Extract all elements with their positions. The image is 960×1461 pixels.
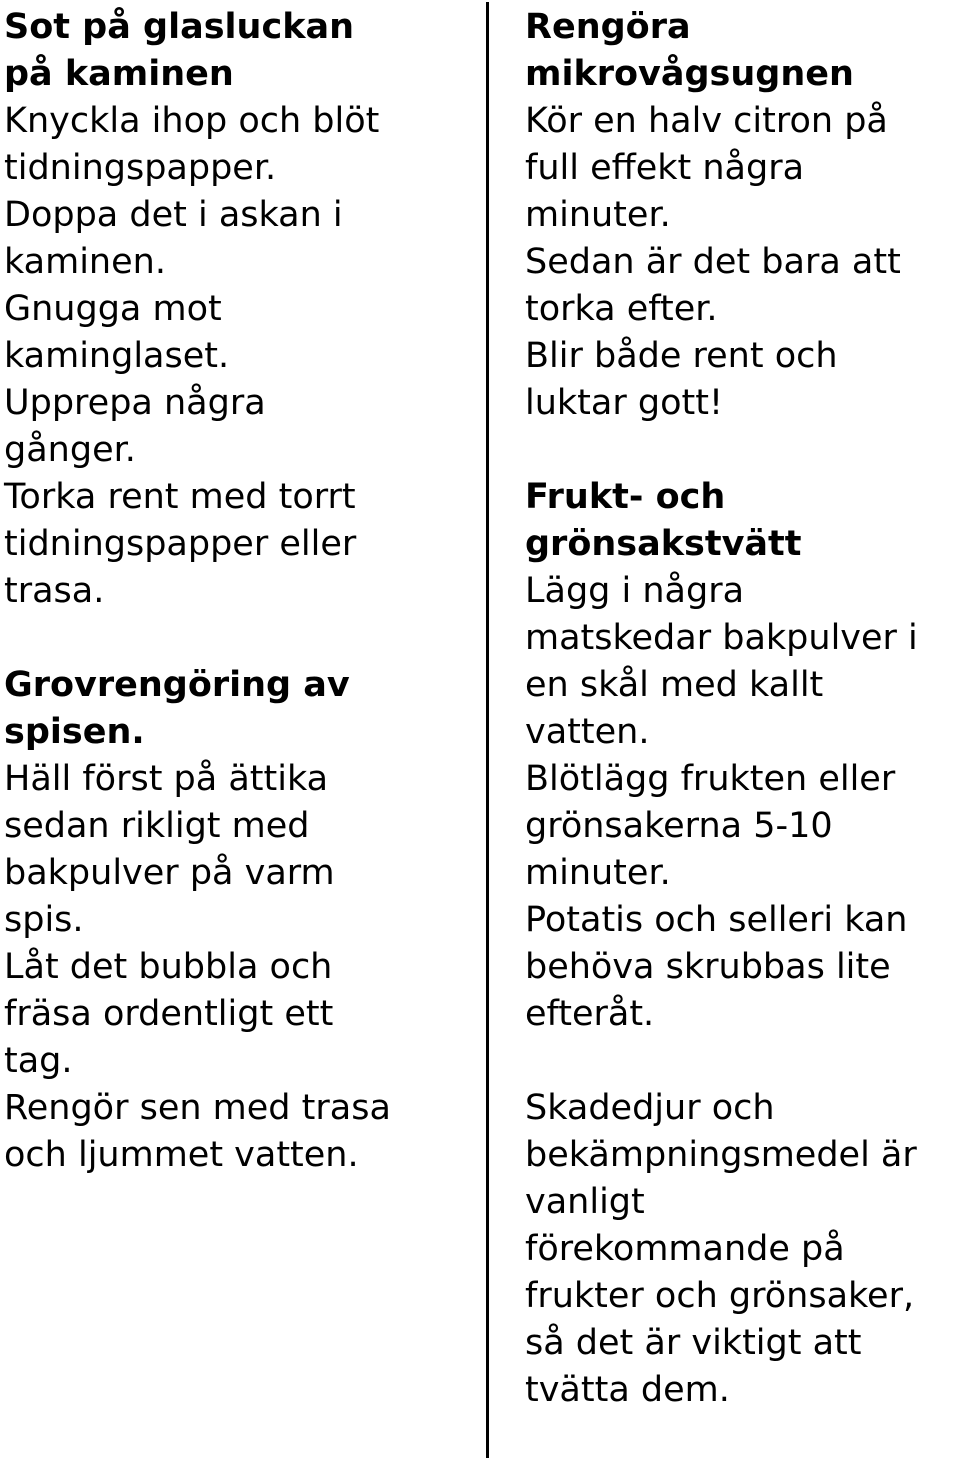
body-line: Lägg i några <box>525 571 745 611</box>
title-line: Frukt- och <box>525 477 726 517</box>
body-line: tag. <box>4 1041 73 1081</box>
body-line: Låt det bubbla och <box>4 947 333 987</box>
section-title <box>525 4 960 98</box>
title-line: Sot på glasluckan <box>4 7 354 47</box>
section-grovrengoring-av-spisen <box>4 662 474 1179</box>
body-line: spis. <box>4 900 84 940</box>
body-line: tidningspapper. <box>4 148 277 188</box>
body-line: gånger. <box>4 430 136 470</box>
body-line: tidningspapper eller <box>4 524 357 564</box>
title-line: på kaminen <box>4 54 234 94</box>
section-title <box>4 4 474 98</box>
body-line: Gnugga mot <box>4 289 222 329</box>
body-line: vatten. <box>525 712 650 752</box>
section-note-2 <box>525 1085 960 1414</box>
body-line: kaminen. <box>4 242 166 282</box>
body-line: kaminglaset. <box>4 336 230 376</box>
body-line: matskedar bakpulver i <box>525 618 918 658</box>
body-line: så det är viktigt att <box>525 1323 862 1363</box>
section-body <box>525 1085 960 1414</box>
section-frukt-och-gronsakstvatt <box>525 474 960 1038</box>
body-line: grönsakerna 5-10 <box>525 806 833 846</box>
body-line: behöva skrubbas lite <box>525 947 891 987</box>
body-line: luktar gott! <box>525 383 723 423</box>
body-line: tvätta dem. <box>525 1370 730 1410</box>
section-title <box>525 474 960 568</box>
body-line: Häll först på ättika <box>4 759 329 799</box>
body-line: minuter. <box>525 195 671 235</box>
body-line: Torka rent med torrt <box>4 477 356 517</box>
body-line: torka efter. <box>525 289 718 329</box>
title-line: mikrovågsugnen <box>525 54 854 94</box>
body-line: och ljummet vatten. <box>4 1135 359 1175</box>
body-line: trasa. <box>4 571 105 611</box>
body-line: sedan rikligt med <box>4 806 310 846</box>
body-line: en skål med kallt <box>525 665 824 705</box>
body-line: Upprepa några <box>4 383 266 423</box>
body-line: efteråt. <box>525 994 655 1034</box>
body-line: Skadedjur och <box>525 1088 775 1128</box>
body-line: Blötlägg frukten eller <box>525 759 896 799</box>
body-line: full effekt några <box>525 148 805 188</box>
body-line: Rengör sen med trasa <box>4 1088 391 1128</box>
section-body <box>525 568 960 1038</box>
title-line: Grovrengöring av <box>4 665 350 705</box>
body-line: Kör en halv citron på <box>525 101 888 141</box>
body-line: Blir både rent och <box>525 336 838 376</box>
column-divider <box>486 2 489 1458</box>
left-column <box>4 4 474 1226</box>
body-line: bekämpningsmedel är <box>525 1135 917 1175</box>
body-line: Sedan är det bara att <box>525 242 901 282</box>
section-title <box>4 662 474 756</box>
body-line: Doppa det i askan i <box>4 195 343 235</box>
title-line: spisen. <box>4 712 145 752</box>
body-line: Knyckla ihop och blöt <box>4 101 380 141</box>
body-line: bakpulver på varm <box>4 853 335 893</box>
body-line: frukter och grönsaker, <box>525 1276 915 1316</box>
right-column <box>525 4 960 1461</box>
body-line: vanligt <box>525 1182 645 1222</box>
section-body <box>4 756 474 1179</box>
section-body <box>525 98 960 427</box>
title-line: grönsakstvätt <box>525 524 802 564</box>
body-line: minuter. <box>525 853 671 893</box>
section-rengora-mikrovagsugnen <box>525 4 960 427</box>
body-line: förekommande på <box>525 1229 845 1269</box>
body-line: Potatis och selleri kan <box>525 900 908 940</box>
section-sot-pa-glasluckan-pa-kaminen <box>4 4 474 615</box>
body-line: fräsa ordentligt ett <box>4 994 334 1034</box>
title-line: Rengöra <box>525 7 691 47</box>
section-body <box>4 98 474 615</box>
